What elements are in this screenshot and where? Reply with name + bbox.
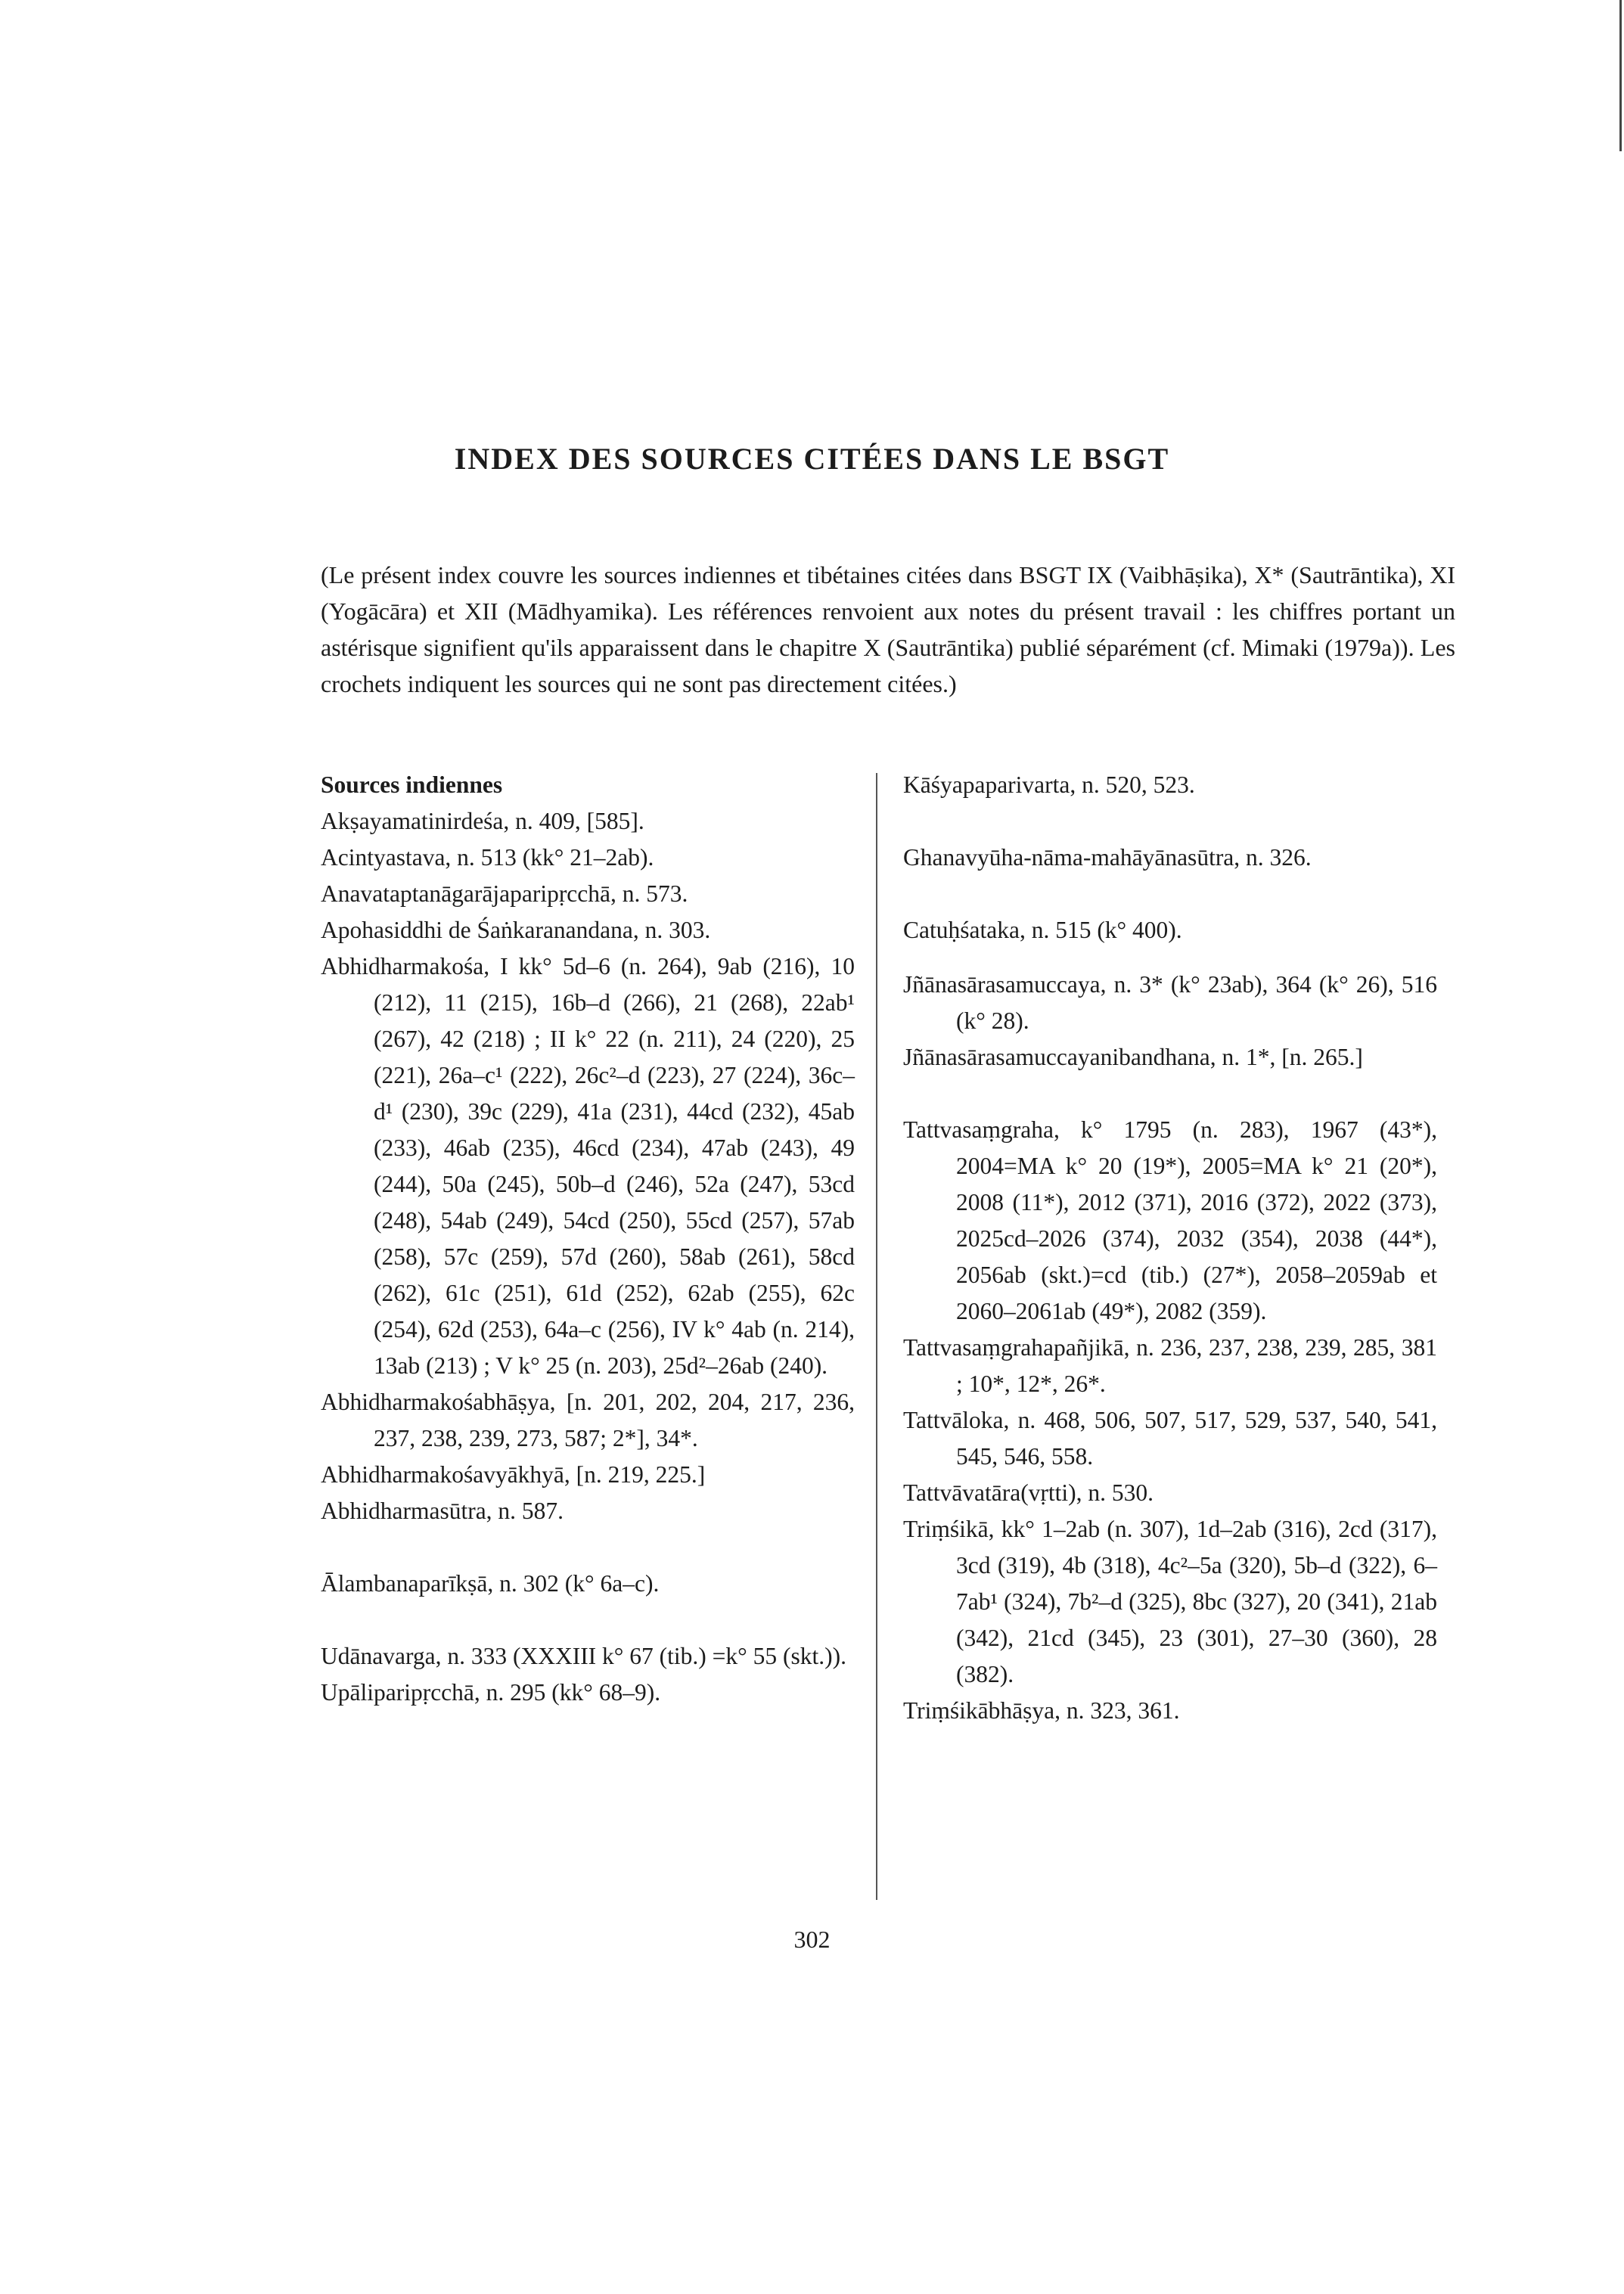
- section-heading-sources-indiennes: Sources indiennes: [321, 771, 503, 798]
- index-entry: Kāśyapaparivarta, n. 520, 523.: [903, 771, 1195, 798]
- group-gap: [903, 948, 1437, 967]
- index-entry: Abhidharmasūtra, n. 587.: [321, 1498, 564, 1524]
- group-gap: [903, 876, 1437, 912]
- index-entry: Apohasiddhi de Śaṅkaranandana, n. 303.: [321, 917, 711, 943]
- index-entry: Jñānasārasamuccayanibandhana, n. 1*, [n. 265.]: [903, 1044, 1363, 1070]
- scan-edge-line: [1619, 0, 1622, 151]
- index-entry: Catuḥśataka, n. 515 (k° 400).: [903, 917, 1182, 943]
- index-entry: Jñānasārasamuccaya, n. 3* (k° 23ab), 364 (k° 26), 516 (k° 28).: [903, 971, 1437, 1034]
- intro-paragraph: (Le présent index couvre les sources indiennes et tibétaines citées dans BSGT IX (Vaibhāṣika), X* (Sautrāntika), XI (Yogācāra) et XII (Mādhyamika). Les références renvoient aux notes du présent travail : les chiffres portant un astérisque signifient qu'ils apparaissent dans le chapitre X (Sautrāntika) publié séparément (cf. Mimaki (1979a)). Les crochets indiquent les sources qui ne sont pas directement citées.): [321, 561, 1455, 697]
- index-entry: Upāliparipṛcchā, n. 295 (kk° 68–9).: [321, 1679, 661, 1706]
- group-gap: [321, 1529, 855, 1566]
- index-entry: Abhidharmakośabhāṣya, [n. 201, 202, 204, 217, 236, 237, 238, 239, 273, 587; 2*], 34*.: [321, 1389, 855, 1451]
- index-entry: Ghanavyūha-nāma-mahāyānasūtra, n. 326.: [903, 844, 1312, 871]
- index-entry: Triṃśikā, kk° 1–2ab (n. 307), 1d–2ab (316), 2cd (317), 3cd (319), 4b (318), 4c²–5a (320), 5b–d (322), 6–7ab¹ (324), 7b²–d (325), 8bc (327), 20 (341), 21ab (342), 21cd (345), 23 (301), 27–30 (360), 28 (382).: [903, 1516, 1437, 1687]
- index-entry: Abhidharmakośavyākhyā, [n. 219, 225.]: [321, 1461, 706, 1488]
- column-divider: [876, 773, 877, 1900]
- index-entry: Udānavarga, n. 333 (XXXIII k° 67 (tib.) =k° 55 (skt.)).: [321, 1643, 846, 1669]
- index-entry: Tattvāvatāra(vṛtti), n. 530.: [903, 1479, 1154, 1506]
- index-entry: Ālambanaparīkṣā, n. 302 (k° 6a–c).: [321, 1570, 660, 1597]
- group-gap: [903, 1076, 1437, 1112]
- index-entry: Acintyastava, n. 513 (kk° 21–2ab).: [321, 844, 654, 871]
- index-entry: Tattvasaṃgraha, k° 1795 (n. 283), 1967 (43*), 2004=MA k° 20 (19*), 2005=MA k° 21 (20*), 2008 (11*), 2012 (371), 2016 (372), 2022 (373), 2025cd–2026 (374), 2032 (354), 2038 (44*), 2056ab (skt.)=cd (tib.) (27*), 2058–2059ab et 2060–2061ab (49*), 2082 (359).: [903, 1116, 1437, 1324]
- right-column: [903, 767, 1437, 1729]
- page-title: INDEX DES SOURCES CITÉES DANS LE BSGT: [454, 441, 1170, 476]
- index-entry: Abhidharmakośa, I kk° 5d–6 (n. 264), 9ab (216), 10 (212), 11 (215), 16b–d (266), 21 (268), 22ab¹ (267), 42 (218) ; II k° 22 (n. 211), 24 (220), 25 (221), 26a–c¹ (222), 26c²–d (223), 27 (224), 36c–d¹ (230), 39c (229), 41a (231), 44cd (232), 45ab (233), 46ab (235), 46cd (234), 47ab (243), 49 (244), 50a (245), 50b–d (246), 52a (247), 53cd (248), 54ab (249), 54cd (250), 55cd (257), 57ab (258), 57c (259), 57d (260), 58ab (261), 58cd (262), 61c (251), 61d (252), 62ab (255), 62c (254), 62d (253), 64a–c (256), IV k° 4ab (n. 214), 13ab (213) ; V k° 25 (n. 203), 25d²–26ab (240).: [321, 953, 855, 1379]
- group-gap: [903, 803, 1437, 840]
- index-entry: Tattvasaṃgrahapañjikā, n. 236, 237, 238, 239, 285, 381 ; 10*, 12*, 26*.: [903, 1334, 1437, 1397]
- index-entry: Akṣayamatinirdeśa, n. 409, [585].: [321, 808, 644, 834]
- index-entry: Tattvāloka, n. 468, 506, 507, 517, 529, 537, 540, 541, 545, 546, 558.: [903, 1407, 1437, 1470]
- page-number: 302: [793, 1926, 831, 1953]
- index-entry: Anavataptanāgarājaparipṛcchā, n. 573.: [321, 880, 688, 907]
- index-entry: Triṃśikābhāṣya, n. 323, 361.: [903, 1697, 1180, 1724]
- group-gap: [321, 1602, 855, 1638]
- left-column: [321, 767, 855, 1711]
